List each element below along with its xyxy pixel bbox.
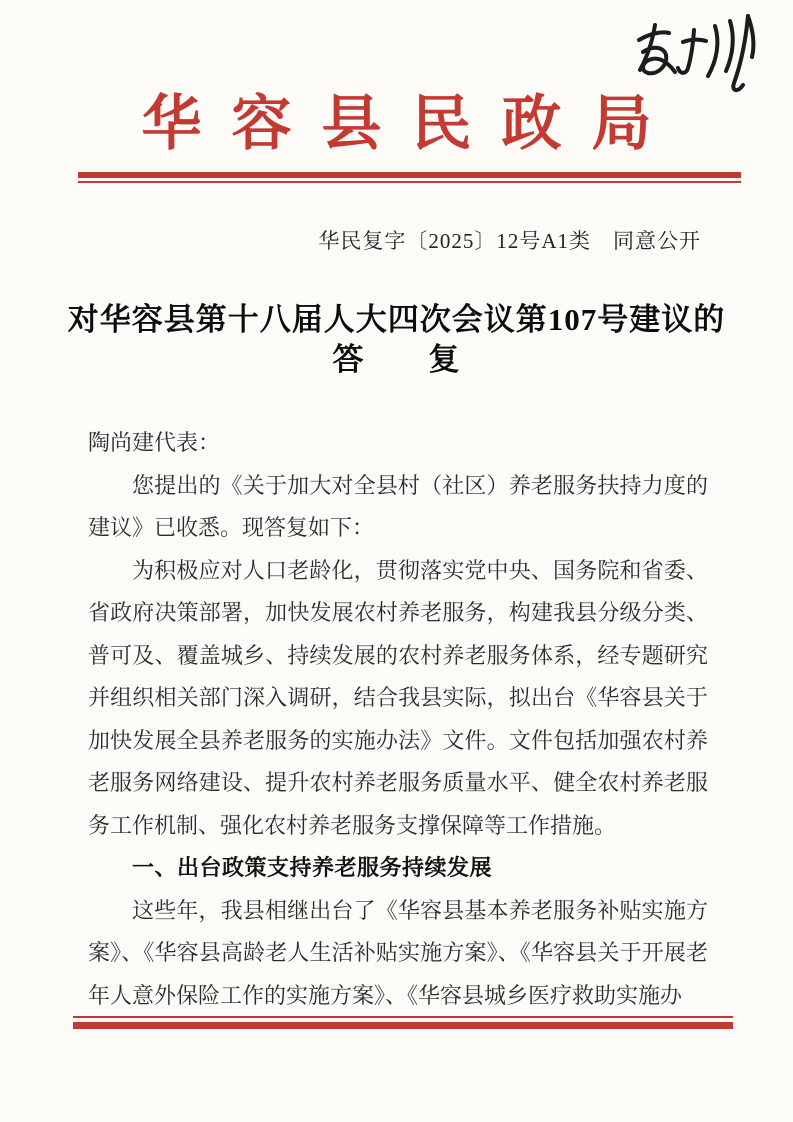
rule-thick-bar [73,1022,733,1029]
paragraph-policy-overview: 为积极应对人口老龄化，贯彻落实党中央、国务院和省委、省政府决策部署，加快发展农村养老服务，构建我县分级分类、普可及、覆盖城乡、持续发展的农村养老服务体系，经专题研究并组织相关部门深入调研，结合我县实际，拟出台《华容县关于加快发展全县养老服务的实施办法》文件。文件包括加强农村养老服务网络建设、提升农村养老服务质量水平、健全农村养老服务工作机制、强化农村养老服务支撑保障等工作措施。 [88,557,708,838]
paragraph-intro: 您提出的《关于加大对全县村（社区）养老服务扶持力度的建议》已收悉。现答复如下： [88,472,708,540]
agency-name-header: 华容县民政局 [141,91,682,157]
rule-thin-bar [78,181,741,183]
paragraph-policies-list: 这些年，我县相继出台了《华容县基本养老服务补贴实施方案》、《华容县高龄老人生活补贴实施方案》、《华容县关于开展老年人意外保险工作的实施方案》、《华容县城乡医疗救助实施办 [88,897,708,1008]
section-heading-1: 一、出台政策支持养老服务持续发展 [132,855,493,880]
document-title-line1: 对华容县第十八届人大四次会议第107号建议的 [67,302,726,337]
document-title-line2: 答 复 [332,342,461,377]
document-body [88,422,708,1017]
red-double-rule-bottom [73,1016,733,1029]
red-double-rule-top [78,172,741,183]
handwritten-signature-annotation [625,10,763,98]
salutation: 陶尚建代表： [88,430,221,455]
document-reference-number: 华民复字〔2025〕12号A1类 同意公开 [318,229,701,253]
document-title [0,300,793,380]
